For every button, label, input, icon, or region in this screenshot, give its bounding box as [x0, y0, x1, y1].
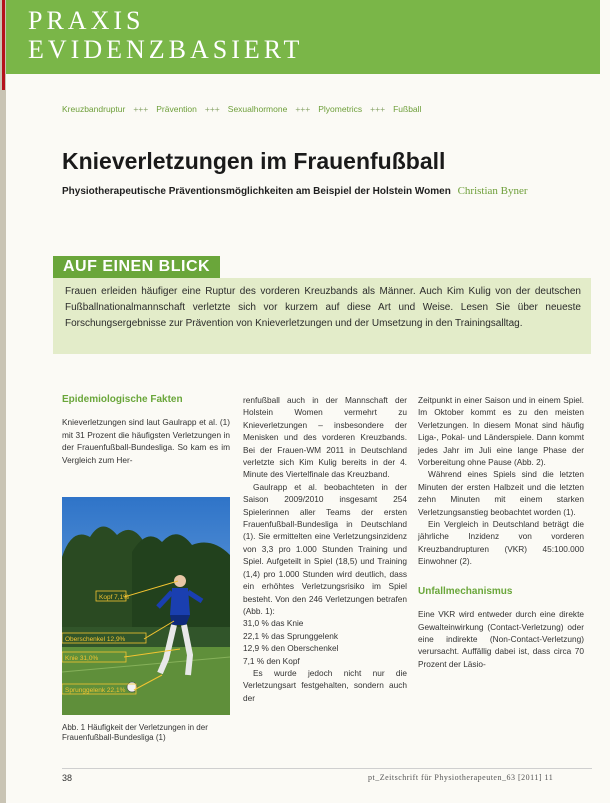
football-player-photo — [62, 497, 230, 715]
keyword: Sexualhormone — [227, 104, 288, 114]
paragraph: renfußball auch in der Mannschaft der Holstein Women vermehrt zu Knieverletzungen – insbesondere der Menisken und des vorderen Kreuzbands. Bei der Frauen-WM 2011 in Deutschland verletzte sich Kim Kulig bereits in der 4. Minute des Viertelfinale das Kreuzband. — [243, 395, 407, 480]
page-edge-stripe — [2, 0, 5, 90]
keyword-list — [62, 104, 421, 114]
page-number: 38 — [62, 773, 73, 783]
figure-label-thigh: Oberschenkel 12,9% — [65, 636, 126, 643]
paragraph: Während eines Spiels sind die letzten Minuten der ersten Halbzeit und die letzten zehn Minuten mit einem starken Verletzungsanstieg beobachtet worden (1). — [418, 469, 584, 517]
article-subtitle — [62, 185, 528, 197]
at-a-glance-text: Frauen erleiden häufiger eine Ruptur des vorderen Kreuzbands als Männer. Auch Kim Kulig von der deutschen Fußballnationalmannschaft verletzte sich vor kurzem auf diese Art und Weise. Lesen Sie über neueste Forschungsergebnisse zur Prävention von Knieverletzungen und der Umsetzung in den Trainingsalltag. — [65, 286, 581, 329]
keyword: Fußball — [393, 104, 422, 114]
at-a-glance-box — [53, 278, 591, 354]
section-heading-epidemiology: Epidemiologische Fakten — [62, 394, 183, 405]
header-band — [6, 0, 600, 74]
list-item: 31,0 % das Knie — [243, 618, 304, 629]
column-1 — [62, 394, 230, 466]
footer-rule — [62, 768, 592, 769]
author-name: Christian Byner — [457, 185, 528, 197]
list-item: 22,1 % das Sprunggelenk — [243, 630, 339, 641]
keyword-separator: +++ — [370, 104, 386, 114]
column-3 — [418, 394, 584, 670]
subtitle-text: Physiotherapeutische Präventionsmöglichkeiten am Beispiel der Holstein Women — [62, 186, 451, 197]
section-title — [28, 6, 303, 64]
figure-caption: Abb. 1 Häufigkeit der Verletzungen in der Frauenfußball-Bundesliga (1) — [62, 723, 208, 742]
section-title-line1: PRAXIS — [28, 6, 145, 35]
keyword-separator: +++ — [133, 104, 149, 114]
figure-label-ankle: Sprunggelenk 22,1% — [65, 687, 126, 694]
paragraph: Ein Vergleich in Deutschland beträgt die jährliche Inzidenz von vorderen Kreuzbandrupturen (VKR) 45:100.000 Einwohner (2). — [418, 519, 584, 567]
paragraph: Eine VKR wird entweder durch eine direkte Gewalteinwirkung (Contact-Verletzung) oder eine indirekte (Non-Contact-Verletzung) verursacht. Auffällig dabei ist, dass circa 70 Prozent der Läsio- — [418, 609, 584, 669]
keyword: Plyometrics — [318, 104, 363, 114]
paragraph: Knieverletzungen sind laut Gaulrapp et al. (1) mit 31 Prozent die häufigsten Verletzungen in der Frauenfußball-Bundesliga. So kam es im Vergleich zum Her- — [62, 417, 230, 465]
at-a-glance-label: AUF EINEN BLICK — [53, 256, 220, 278]
page-edge — [0, 0, 6, 803]
paragraph: Es wurde jedoch nicht nur die Verletzungsart festgehalten, sondern auch der — [243, 667, 407, 703]
keyword: Prävention — [156, 104, 197, 114]
keyword-separator: +++ — [295, 104, 311, 114]
figure-label-head: Kopf 7,1% — [99, 594, 129, 601]
article-title: Knieverletzungen im Frauenfußball — [62, 148, 446, 174]
section-heading-mechanism: Unfallmechanismus — [418, 585, 513, 597]
column-2 — [243, 394, 407, 704]
figure-label-knee: Knie 31,0% — [65, 655, 99, 662]
section-title-line2: EVIDENZBASIERT — [28, 35, 304, 64]
paragraph: Zeitpunkt in einer Saison und in einem Spiel. Im Oktober kommt es zu den meisten Verletzungen. In diesem Monat sind häufig Liga-, Pokal- und Länderspiele. Dann kommt jedes Jahr im Juli eine lange Phase der Vorbereitung ohne Pause (Abb. 2). — [418, 395, 584, 468]
list-item: 12,9 % den Oberschenkel — [243, 643, 339, 654]
list-item: 7,1 % den Kopf — [243, 655, 300, 666]
journal-reference: pt_Zeitschrift für Physiotherapeuten_63 [2011] 11 — [368, 773, 554, 782]
keyword: Kreuzbandruptur — [62, 104, 126, 114]
keyword-separator: +++ — [204, 104, 220, 114]
paragraph: Gaulrapp et al. beobachteten in der Saison 2009/2010 insgesamt 254 Spielerinnen aller Teams der ersten Frauenfußball-Bundesliga in Deutschland (1). Sie ermittelten eine Verletzungsinzidenz von 3,3 pro 1.000 Stunden Training und Spiel. Aufgeteilt in Spiel (18,5) und Training (1,4) pro 1.000 Stunden wird deutlich, dass ein erhöhtes Verletzungsrisiko im Spiel besteht. Von den 246 Verletzungen betrafen (Abb. 1): — [243, 481, 407, 616]
